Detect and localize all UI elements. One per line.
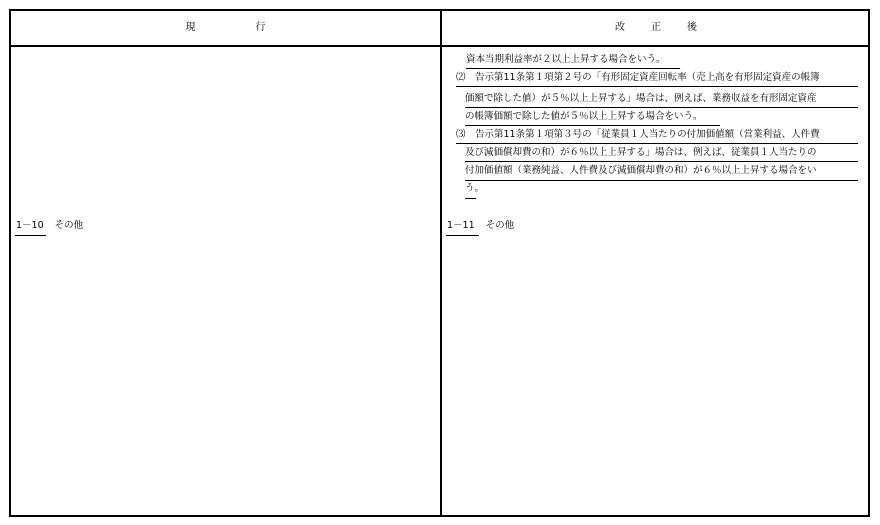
revised-line-7: 付加価値額（業務純益、人件費及び減価償却費の和）が６％以上上昇する場合をい <box>465 165 817 176</box>
revised-line-2: ⑵ 告示第11条第１項第２号の「有形固定資産回転率（売上高を有形固定資産の帳簿 <box>456 72 820 83</box>
header-current-char-2: 行 <box>255 22 266 33</box>
header-revised-char-3: 後 <box>687 22 697 33</box>
current-section-title: その他 <box>54 220 84 231</box>
header-current <box>11 11 440 45</box>
revised-section-heading <box>447 219 514 233</box>
revised-underline-2 <box>456 86 858 87</box>
header-revised-char-1: 改 <box>615 22 625 33</box>
revised-line-1: 資本当期利益率が２以上上昇する場合をいう。 <box>466 54 666 65</box>
revised-line-6: 及び減価償却費の和）が６％以上上昇する」場合は、例えば、従業員１人当たりの <box>465 147 817 158</box>
header-revised-char-2: 正 <box>651 22 661 33</box>
revised-underline-8 <box>465 198 476 199</box>
header-revised <box>442 11 870 45</box>
revised-line-5: ⑶ 告示第11条第１項第３号の「従業員１人当たりの付加価値額（営業利益、人件費 <box>456 129 820 140</box>
current-section-number: 1－10 <box>16 220 44 231</box>
revised-underline-3 <box>465 107 858 108</box>
revised-underline-7 <box>465 180 858 181</box>
revised-section-number-underline <box>446 235 479 236</box>
current-section-heading <box>16 219 83 233</box>
revised-section-number: 1－11 <box>447 220 475 231</box>
revised-line-8: う。 <box>465 183 485 194</box>
column-divider <box>440 11 442 515</box>
revised-line-4: の帳簿価額で除した値が５％以上上昇する場合をいう。 <box>465 111 703 122</box>
current-section-number-underline <box>15 235 46 236</box>
revised-underline-5 <box>456 143 858 144</box>
revised-underline-4 <box>465 125 720 126</box>
header-current-char-1: 現 <box>185 22 196 33</box>
revised-section-title: その他 <box>485 220 515 231</box>
revised-line-3: 価額で除した値）が５％以上上昇する」場合は、例えば、業務収益を有形固定資産 <box>465 93 817 104</box>
revised-underline-6 <box>465 161 858 162</box>
revised-underline-1 <box>466 68 680 69</box>
